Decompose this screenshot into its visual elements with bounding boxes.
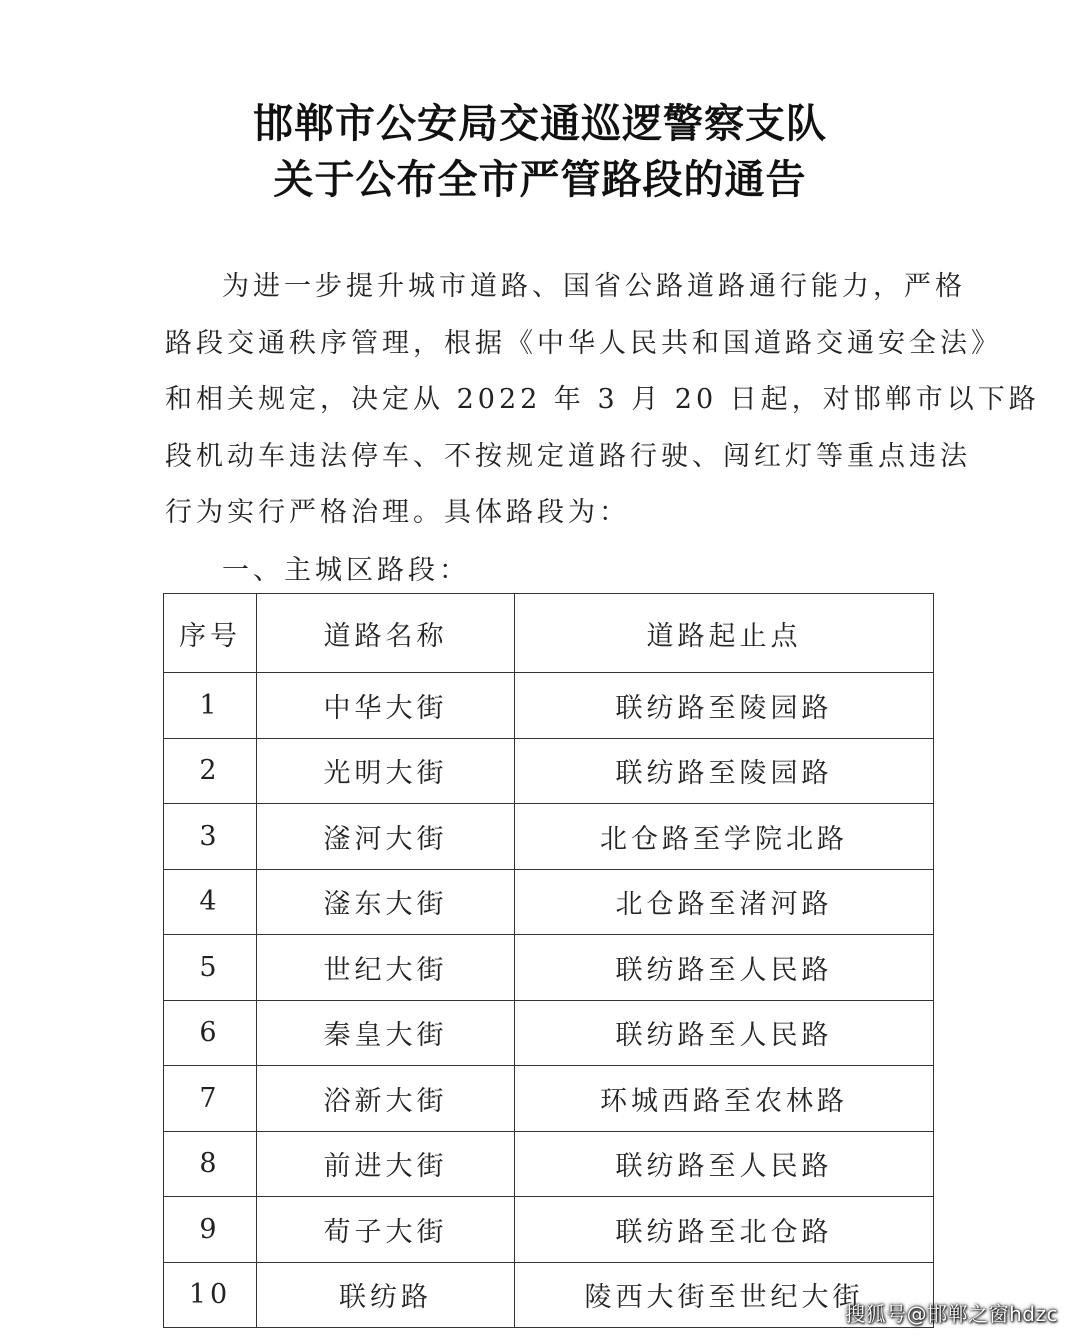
source-watermark: 搜狐号@邯郸之窗hdzc xyxy=(845,1302,1058,1326)
cell-serial: 8 xyxy=(164,1131,257,1197)
cell-serial: 6 xyxy=(164,1000,257,1066)
cell-road-range: 联纺路至人民路 xyxy=(515,1000,934,1066)
cell-road-name: 光明大街 xyxy=(257,738,515,804)
table-row xyxy=(164,1197,934,1263)
cell-road-name: 中华大街 xyxy=(257,673,515,739)
cell-serial: 9 xyxy=(164,1197,257,1263)
cell-road-range: 联纺路至北仓路 xyxy=(515,1197,934,1263)
notice-title-line2: 关于公布全市严管路段的通告 xyxy=(273,156,807,203)
table-row xyxy=(164,1066,934,1132)
cell-road-range: 北仓路至渚河路 xyxy=(515,869,934,935)
table-row xyxy=(164,673,934,739)
cell-road-range: 联纺路至陵园路 xyxy=(515,673,934,739)
notice-title-line1: 邯郸市公安局交通巡逻警察支队 xyxy=(253,100,827,147)
cell-road-name: 联纺路 xyxy=(257,1262,515,1328)
cell-road-range: 联纺路至人民路 xyxy=(515,935,934,1001)
cell-road-name: 秦皇大街 xyxy=(257,1000,515,1066)
cell-road-name: 荀子大街 xyxy=(257,1197,515,1263)
header-serial: 序号 xyxy=(164,594,257,673)
body-line-5: 行为实行严格治理。具体路段为： xyxy=(165,497,630,528)
header-road-range: 道路起止点 xyxy=(515,594,934,673)
table-row xyxy=(164,1000,934,1066)
road-table xyxy=(163,593,934,1328)
table-row xyxy=(164,935,934,1001)
cell-road-range: 联纺路至人民路 xyxy=(515,1131,934,1197)
table-row xyxy=(164,1262,934,1328)
cell-serial: 3 xyxy=(164,804,257,870)
header-road-name: 道路名称 xyxy=(257,594,515,673)
cell-road-name: 世纪大街 xyxy=(257,935,515,1001)
cell-serial: 7 xyxy=(164,1066,257,1132)
cell-serial: 4 xyxy=(164,869,257,935)
cell-road-range: 北仓路至学院北路 xyxy=(515,804,934,870)
body-line-3: 和相关规定，决定从 2022 年 3 月 20 日起，对邯郸市以下路 xyxy=(165,384,1040,415)
body-line-2: 路段交通秩序管理，根据《中华人民共和国道路交通安全法》 xyxy=(165,328,1002,359)
table-row xyxy=(164,869,934,935)
body-line-1: 为进一步提升城市道路、国省公路道路通行能力，严格 xyxy=(222,271,966,302)
table-row xyxy=(164,804,934,870)
cell-road-name: 滏河大街 xyxy=(257,804,515,870)
cell-road-range: 环城西路至农林路 xyxy=(515,1066,934,1132)
cell-road-name: 浴新大街 xyxy=(257,1066,515,1132)
body-line-4: 段机动车违法停车、不按规定道路行驶、闯红灯等重点违法 xyxy=(165,441,971,472)
table-row xyxy=(164,1131,934,1197)
table-header-row xyxy=(164,594,934,673)
section-heading: 一、主城区路段： xyxy=(222,555,470,586)
cell-serial: 2 xyxy=(164,738,257,804)
cell-road-range: 联纺路至陵园路 xyxy=(515,738,934,804)
cell-road-name: 前进大街 xyxy=(257,1131,515,1197)
cell-serial: 1 xyxy=(164,673,257,739)
cell-road-name: 滏东大街 xyxy=(257,869,515,935)
table-row xyxy=(164,738,934,804)
cell-serial: 5 xyxy=(164,935,257,1001)
cell-serial: 10 xyxy=(164,1262,257,1328)
cell-road-range: 陵西大街至世纪大街 xyxy=(515,1262,934,1328)
